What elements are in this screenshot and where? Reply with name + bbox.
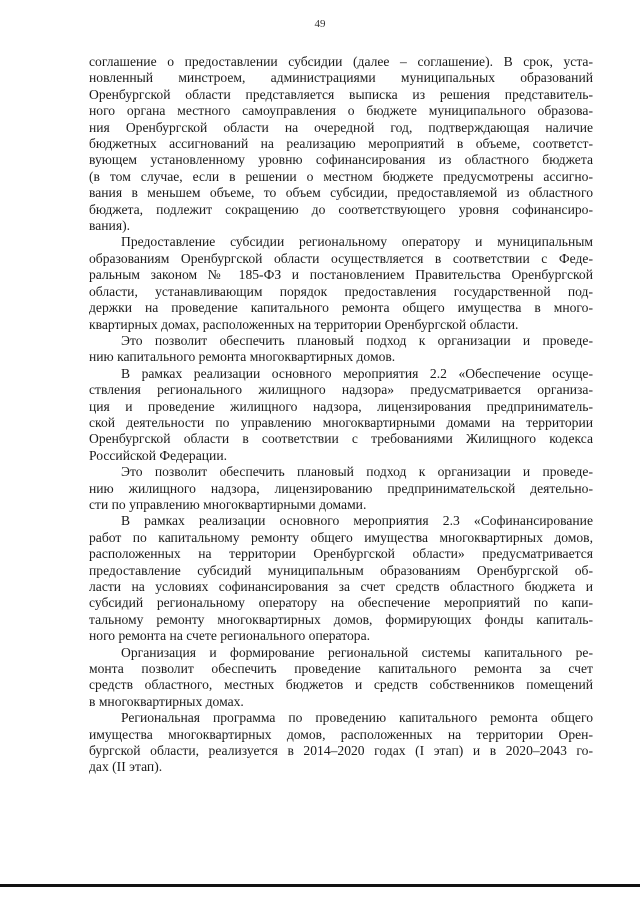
text-line: Региональная программа по проведению капитального ремонта общего [121, 710, 593, 726]
paragraph-7 [89, 645, 593, 711]
paragraph-1 [89, 54, 593, 234]
text-line: ного ремонта на счете регионального оператора. [89, 628, 371, 644]
text-line: бюджета, подлежит сокращению до соответствующего уровня софинансиро- [89, 201, 593, 217]
paragraph-5 [89, 464, 593, 513]
text-line: ской деятельности по управлению многоквартирными домами на территории [89, 414, 593, 430]
text-line: дах (II этап). [89, 759, 163, 775]
paragraph-2 [89, 234, 593, 332]
text-line: Организация и формирование региональной системы капитального ре- [121, 644, 593, 660]
text-line: образованиям Оренбургской области осуществляется в соответствии с Феде- [89, 250, 593, 266]
text-line: новленный минстроем, администрациями муниципальных образований [89, 70, 593, 86]
text-line: ласти на условиях софинансирования за счет средств областного бюджета и [89, 579, 593, 594]
text-line: вания в меньшем объеме, то объем субсидии, предоставляемой из областного [89, 185, 593, 201]
text-line: вующем установленному уровню софинансирования из областного бюджета [89, 152, 593, 168]
text-line: ного органа местного самоуправления о бюджете муниципального образова- [89, 103, 593, 119]
text-line: (в том случае, если в решении о местном бюджете предусмотрены ассигно- [89, 168, 593, 184]
text-line: области, устанавливающим порядок предоставления государственной под- [89, 283, 593, 299]
bottom-divider [0, 884, 640, 887]
text-line: вания). [89, 218, 131, 234]
document-body [89, 54, 593, 776]
paragraph-3 [89, 333, 593, 366]
text-line: сти по управлению многоквартирными домами. [89, 496, 367, 512]
text-line: субсидий региональному оператору на обеспечение мероприятий по капи- [89, 595, 593, 611]
text-line: тальному ремонту многоквартирных домов, формирующих фонды капиталь- [89, 611, 593, 627]
text-line: Предоставление субсидии региональному оператору и муниципальным [121, 234, 593, 250]
text-line: бюджетных ассигнований на реализацию мероприятий в объеме, соответст- [89, 136, 593, 152]
text-line: работ по капитальному ремонту общего имущества многоквартирных домов, [89, 529, 593, 545]
text-line: В рамках реализации основного мероприятия 2.3 «Софинансирование [121, 513, 593, 529]
paragraph-8 [89, 710, 593, 776]
text-line: предоставление субсидий муниципальным образованиям Оренбургской об- [89, 562, 593, 578]
page-number: 49 [314, 18, 326, 30]
text-line: Российской Федерации. [89, 447, 227, 463]
text-line: монта позволит обеспечить проведение капитального ремонта за счет [89, 661, 593, 677]
text-line: Оренбургской области в соответствии с требованиями Жилищного кодекса [89, 431, 593, 447]
paragraph-6 [89, 513, 593, 644]
paragraph-4 [89, 366, 593, 464]
text-line: ствления регионального жилищного надзора» предусматривается организа- [89, 382, 593, 398]
text-line: в многоквартирных домах. [89, 693, 244, 709]
text-line: средств областного, местных бюджетов и средств собственников помещений [89, 677, 593, 693]
text-line: ральным законом № 185-ФЗ и постановлением Правительства Оренбургской [89, 267, 593, 283]
text-line: имущества многоквартирных домов, расположенных на территории Орен- [89, 726, 593, 742]
text-line: квартирных домах, расположенных на территории Оренбургской области. [89, 316, 519, 332]
text-line: Это позволит обеспечить плановый подход к организации и проведе- [121, 464, 593, 480]
text-line: Оренбургской области представляется выписка из решения представитель- [89, 86, 593, 102]
text-line: Это позволит обеспечить плановый подход к организации и проведе- [121, 332, 593, 348]
text-line: ния Оренбургской области на очередной год, подтверждающая наличие [89, 119, 593, 135]
text-line: держки на проведение капитального ремонта общего имущества в много- [89, 300, 593, 316]
text-line: нию жилищного надзора, лицензированию предпринимательской деятельно- [89, 480, 593, 496]
text-line: расположенных на территории Оренбургской области» предусматривается [89, 546, 593, 562]
text-line: нию капитального ремонта многоквартирных домов. [89, 349, 396, 365]
text-line: бургской области, реализуется в 2014–2020 годах (I этап) и в 2020–2043 го- [89, 743, 593, 759]
text-line: соглашение о предоставлении субсидии (далее – соглашение). В срок, уста- [89, 54, 593, 69]
text-line: В рамках реализации основного мероприятия 2.2 «Обеспечение осуще- [121, 365, 593, 381]
text-line: ция и проведение жилищного надзора, лицензирования предприниматель- [89, 398, 593, 414]
